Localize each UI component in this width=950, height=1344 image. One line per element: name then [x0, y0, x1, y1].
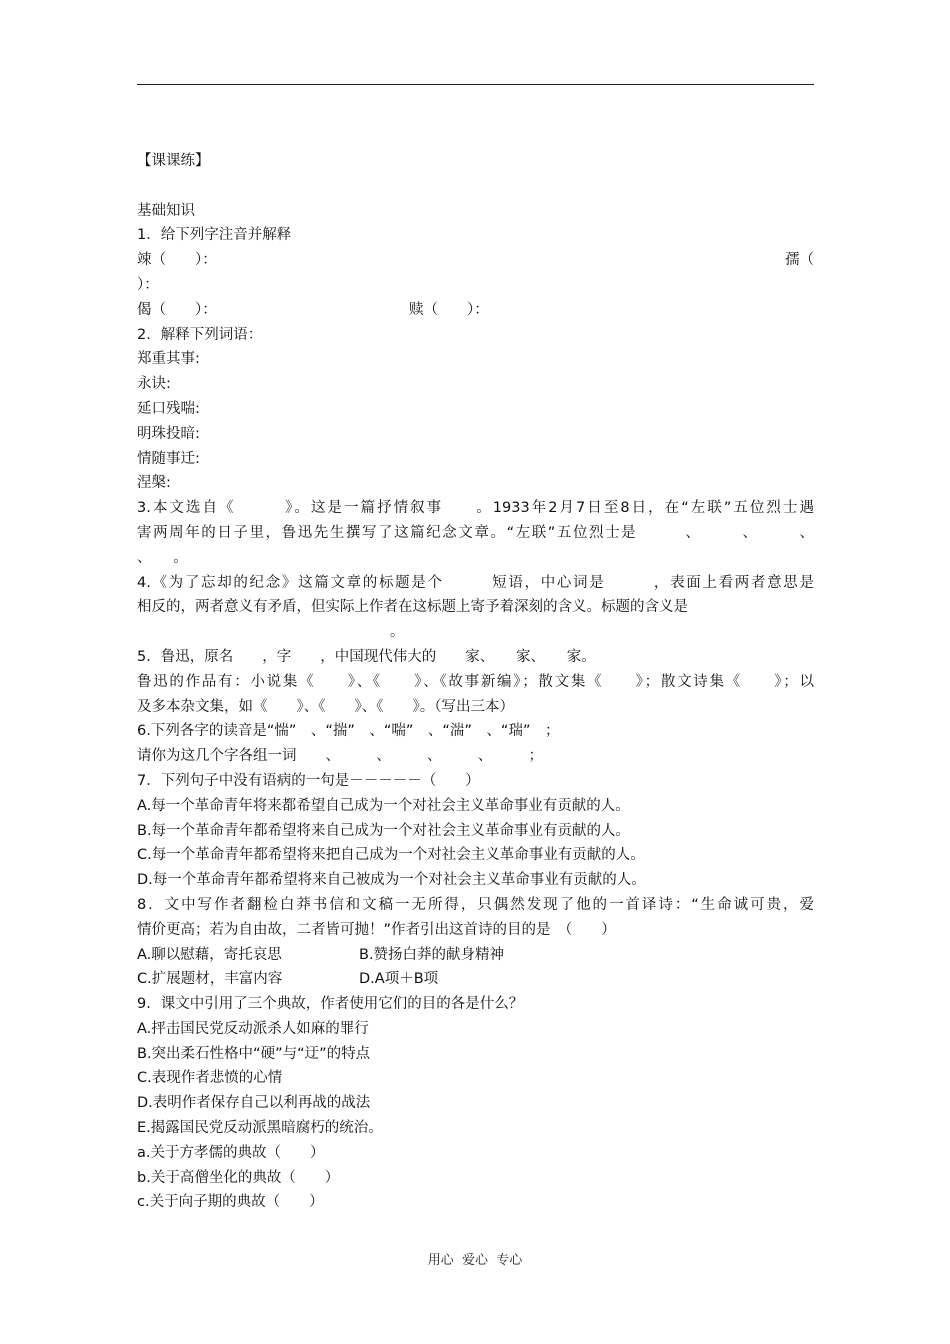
q8-options-row2 — [137, 967, 814, 992]
q2-title: 2．解释下列词语： — [137, 326, 263, 343]
q1-char-shu: 赎（ ）： — [409, 301, 489, 318]
q2-term: 明珠投暗: — [137, 425, 200, 442]
q5-line: 5．鲁迅，原名 ，字 ，中国现代伟大的 家、 家、 家。 — [137, 648, 596, 665]
q9-title: 9．课文中引用了三个典故，作者使用它们的目的各是什么？ — [137, 996, 524, 1013]
q3-line: 害两周年的日子里，鲁迅先生撰写了这篇纪念文章。“左联”五位烈士是 、 、 、 — [137, 524, 814, 541]
q3-line: 、 。 — [137, 549, 188, 566]
q8-option-d: D.A项＋B项 — [359, 971, 439, 988]
q9-option: D.表明作者保存自己以利再战的战法 — [137, 1095, 371, 1112]
worksheet-title: 【课课练】 — [137, 153, 210, 169]
q8-line: 情价更高；若为自由故，二者皆可抛！”作者引出这首诗的目的是 （ ） — [137, 921, 616, 938]
q9-item: c.关于向子期的典故（ ） — [137, 1194, 324, 1211]
q2-term: 永诀: — [137, 376, 171, 393]
q7-option: A.每一个革命青年将来都希望自己成为一个对社会主义革命事业有贡献的人。 — [137, 797, 630, 814]
q7-option: B.每一个革命青年都希望将来自己成为一个对社会主义革命事业有贡献的人。 — [137, 822, 631, 839]
q9-option: C.表现作者悲愤的心情 — [137, 1070, 283, 1087]
q8-options-row1 — [137, 943, 814, 968]
q8-option-c: C.扩展题材，丰富内容 — [137, 971, 283, 988]
q4-line: 相反的，两者意义有矛盾，但实际上作者在这标题上寄予着深刻的含义。标题的含义是 — [137, 599, 688, 616]
q1-char-song: 竦（ ）： — [137, 252, 217, 269]
q2-term: 延口残喘: — [137, 400, 200, 417]
q1-title: 1．给下列字注音并解释 — [137, 227, 292, 244]
q4-line: 。 — [390, 624, 405, 641]
q7-option: C.每一个革命青年都希望将来把自己成为一个对社会主义革命事业有贡献的人。 — [137, 847, 645, 864]
q5-line: 及多本杂文集，如《 》、《 》、《 》。（写出三本） — [137, 698, 514, 715]
q1-char-ru: 孺（ — [785, 252, 814, 269]
q1-row1-cont: ）： — [137, 276, 159, 293]
q8-option-b: B.赞扬白莽的献身精神 — [359, 946, 505, 963]
q9-option: E.揭露国民党反动派黑暗腐朽的统治。 — [137, 1120, 383, 1137]
q8-line: 8．文中写作者翻检白莽书信和文稿一无所得，只偶然发现了他的一首译诗：“生命诚可贵，爱 — [137, 896, 814, 913]
q7-title: 7．下列句子中没有语病的一句是－－－－－（ ） — [137, 772, 480, 789]
q9-option: A.抨击国民党反动派杀人如麻的罪行 — [137, 1020, 369, 1037]
q1-char-ji: 偈（ ）： — [137, 301, 217, 318]
q6-line: 请你为这几个字各组一词 、 、 、 、 ； — [137, 748, 543, 765]
q2-term: 情随事迁: — [137, 450, 200, 467]
q6-line: 6.下列各字的读音是“惴” 、“揣” 、“喘” 、“湍” 、“瑞” ； — [137, 723, 560, 740]
q9-option: B.突出柔石性格中“硬”与“迂”的特点 — [137, 1045, 371, 1062]
q8-option-a: A.聊以慰藉，寄托哀思 — [137, 946, 282, 963]
q2-term: 涅槃: — [137, 475, 171, 492]
page-footer: 用心 爱心 专心 — [427, 1253, 523, 1268]
q5-line: 鲁迅的作品有：小说集《 》、《 》、《故事新编》；散文集《 》；散文诗集《 》；以 — [137, 673, 814, 690]
q2-term: 郑重其事: — [137, 351, 200, 368]
header-rule — [137, 84, 814, 85]
section-heading: 基础知识 — [137, 202, 195, 219]
q1-row1 — [137, 248, 814, 273]
worksheet-body — [137, 149, 814, 1215]
q9-item: a.关于方孝儒的典故（ ） — [137, 1144, 325, 1161]
q1-row2 — [137, 298, 814, 323]
q7-option: D.每一个革命青年都希望将来自己被成为一个对社会主义革命事业有贡献的人。 — [137, 872, 646, 889]
q4-line: 4.《为了忘却的纪念》这篇文章的标题是个 短语，中心词是 ，表面上看两者意思是 — [137, 574, 814, 591]
q9-item: b.关于高僧坐化的典故（ ） — [137, 1169, 340, 1186]
q3-line: 3.本文选自《 》。这是一篇抒情叙事 。1933年2月7日至8日，在“左联”五位烈士遇 — [137, 500, 814, 517]
